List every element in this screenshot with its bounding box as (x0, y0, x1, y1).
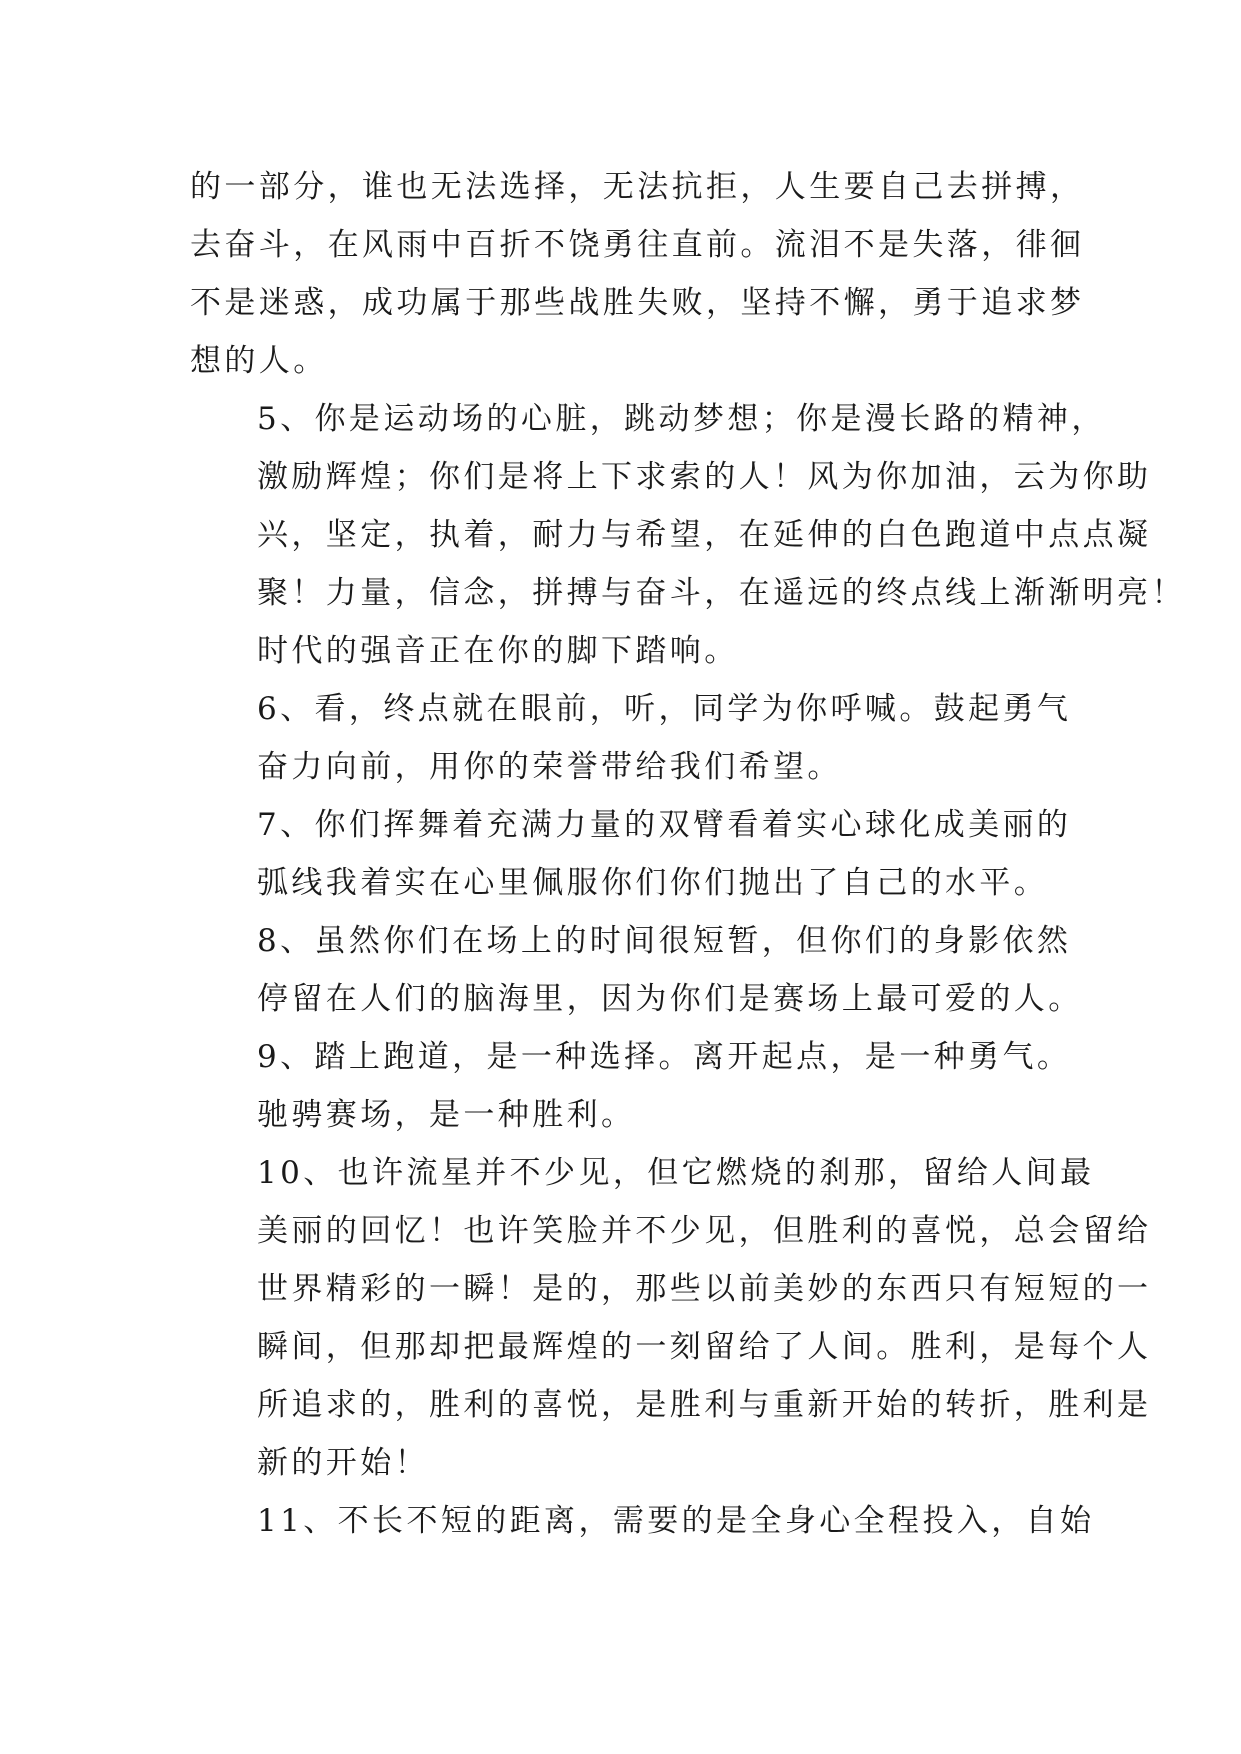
paragraph-item-6 (190, 680, 1072, 796)
text-line: 驰骋赛场，是一种胜利。 (257, 1097, 636, 1133)
text-line: 新的开始！ (257, 1445, 429, 1481)
text-line: 10、也许流星并不少见，但它燃烧的刹那，留给人间最 (257, 1155, 1095, 1191)
text-line: 时代的强音正在你的脚下踏响。 (257, 633, 739, 669)
text-line: 停留在人们的脑海里，因为你们是赛场上最可爱的人。 (257, 981, 1083, 1017)
text-line: 的一部分，谁也无法选择，无法抗拒，人生要自己去拼搏， (190, 169, 1085, 205)
text-line: 6、看，终点就在眼前，听，同学为你呼喊。鼓起勇气 (257, 691, 1072, 727)
text-line: 所追求的，胜利的喜悦，是胜利与重新开始的转折，胜利是 (257, 1387, 1152, 1423)
text-line: 7、你们挥舞着充满力量的双臂看着实心球化成美丽的 (257, 807, 1072, 843)
paragraph-item-5 (190, 390, 1186, 680)
text-line: 兴，坚定，执着，耐力与希望，在延伸的白色跑道中点点凝 (257, 517, 1152, 553)
text-line: 想的人。 (190, 343, 328, 379)
text-line: 9、踏上跑道，是一种选择。离开起点，是一种勇气。 (257, 1039, 1072, 1075)
text-line: 弧线我着实在心里佩服你们你们抛出了自己的水平。 (257, 865, 1049, 901)
paragraph-item-11 (190, 1492, 1095, 1550)
text-line: 激励辉煌；你们是将上下求索的人！风为你加油，云为你助 (257, 459, 1152, 495)
paragraph-item-8 (190, 912, 1083, 1028)
text-line: 聚！力量，信念，拼搏与奋斗，在遥远的终点线上渐渐明亮！ (257, 575, 1186, 611)
paragraph-item-7 (190, 796, 1072, 912)
text-line: 美丽的回忆！也许笑脸并不少见，但胜利的喜悦，总会留给 (257, 1213, 1152, 1249)
paragraph-item-10 (190, 1144, 1152, 1492)
text-line: 8、虽然你们在场上的时间很短暂，但你们的身影依然 (257, 923, 1072, 959)
text-line: 11、不长不短的距离，需要的是全身心全程投入，自始 (257, 1503, 1095, 1539)
text-line: 5、你是运动场的心脏，跳动梦想；你是漫长路的精神， (257, 401, 1106, 437)
text-line: 奋力向前，用你的荣誉带给我们希望。 (257, 749, 842, 785)
paragraph-continuation (190, 158, 1085, 390)
text-line: 世界精彩的一瞬！是的，那些以前美妙的东西只有短短的一 (257, 1271, 1152, 1307)
paragraph-item-9 (190, 1028, 1072, 1144)
document-body (190, 158, 1186, 1550)
text-line: 去奋斗，在风雨中百折不饶勇往直前。流泪不是失落，徘徊 (190, 227, 1085, 263)
text-line: 瞬间，但那却把最辉煌的一刻留给了人间。胜利，是每个人 (257, 1329, 1152, 1365)
text-line: 不是迷惑，成功属于那些战胜失败，坚持不懈，勇于追求梦 (190, 285, 1085, 321)
